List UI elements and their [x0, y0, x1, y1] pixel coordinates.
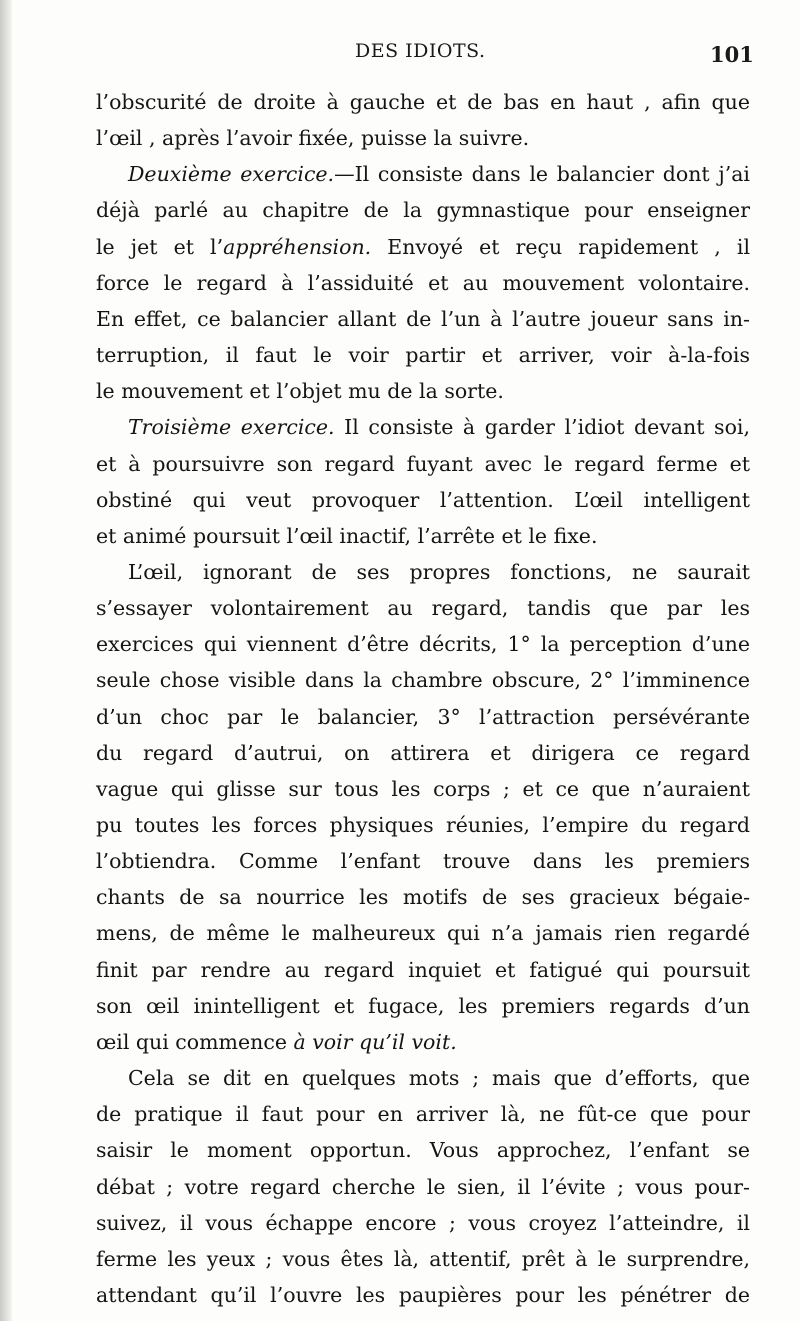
line-text: suivez, il vous échappe encore ; vous croyez l’atteindre, il: [96, 1210, 750, 1235]
line-text: pu toutes les forces physiques réunies, l’empire du regard: [96, 813, 750, 837]
line-text: L’œil, ignorant de ses propres fonctions, ne saurait: [128, 559, 750, 584]
text-line: [96, 484, 750, 516]
line-text: son œil inintelligent et fugace, les premiers regards d’un: [96, 993, 750, 1018]
page-number: 101: [710, 42, 754, 67]
italic-heading: Deuxième exercice.: [128, 162, 335, 187]
line-text: ferme les yeux ; vous êtes là, attentif, prêt à le surprendre,: [96, 1246, 750, 1271]
text-line: [96, 917, 750, 949]
line-text: mens, de même le malheureux qui n’a jamais rien regardé: [96, 921, 750, 946]
text-line: [96, 773, 750, 805]
line-text: chants de sa nourrice les motifs de ses gracieux bégaie-: [96, 885, 750, 910]
page-header: [0, 40, 800, 74]
line-text: vague qui glisse sur tous les corps ; et ce que n’auraient: [96, 776, 750, 801]
line-text: saisir le moment opportun. Vous approchez, l’enfant se: [96, 1138, 750, 1163]
line-text: l’œil , après l’avoir fixée, puisse la suivre.: [96, 126, 530, 151]
line-text: s’essayer volontairement au regard, tandis que par les: [96, 596, 750, 621]
line-text: Il consiste à garder l’idiot devant soi,: [334, 415, 750, 440]
line-text: exercices qui viennent d’être décrits, 1° la perception d’une: [96, 632, 750, 657]
text-line: [96, 303, 750, 335]
text-line: [96, 737, 750, 769]
text-line: [96, 990, 750, 1022]
text-line: [96, 1098, 750, 1130]
line-text: œil qui commence: [96, 1029, 294, 1054]
text-line: [96, 520, 750, 552]
text-line: [96, 267, 750, 299]
italic-phrase: appréhension.: [223, 234, 372, 259]
line-text: et à poursuivre son regard fuyant avec le regard ferme et: [96, 451, 750, 476]
text-line: [96, 845, 750, 877]
line-text: le mouvement et l’objet mu de la sorte.: [96, 379, 504, 404]
text-line: [96, 809, 750, 841]
italic-phrase: à voir qu’il voit.: [293, 1029, 457, 1054]
line-text: l’obtiendra. Comme l’enfant trouve dans les premiers: [96, 849, 750, 874]
text-line: [96, 194, 750, 226]
line-text: En effet, ce balancier allant de l’un à l’autre joueur sans in-: [96, 306, 750, 331]
text-line: [96, 1207, 750, 1239]
line-text: débat ; votre regard cherche le sien, il l’évite ; vous pour-: [96, 1174, 750, 1199]
text-line: [96, 664, 750, 696]
text-line: [96, 1279, 750, 1311]
running-title: DES IDIOTS.: [355, 40, 486, 62]
text-line: [128, 556, 750, 588]
line-text: —Il consiste dans le balancier dont j’ai: [334, 162, 750, 187]
text-line: [96, 122, 750, 154]
line-text: obstiné qui veut provoquer l’attention. L’œil intelligent: [96, 487, 750, 512]
line-text: attendant qu’il l’ouvre les paupières pour les pénétrer de: [96, 1282, 750, 1307]
line-text-after: Envoyé et reçu rapidement , il: [371, 234, 751, 259]
text-line: [128, 411, 750, 443]
text-line: [96, 881, 750, 913]
text-line: [128, 158, 750, 190]
text-line: [96, 86, 750, 118]
line-text: seule chose visible dans la chambre obscure, 2° l’imminence: [96, 668, 750, 693]
line-text: l’obscurité de droite à gauche et de bas en haut , afin que: [96, 90, 750, 114]
text-line: [96, 592, 750, 624]
text-line: [96, 1026, 750, 1058]
line-text: et animé poursuit l’œil inactif, l’arrête et le fixe.: [96, 523, 598, 548]
text-line: [96, 1134, 750, 1166]
line-text: Cela se dit en quelques mots ; mais que d’efforts, que: [128, 1066, 750, 1091]
line-text: le jet et l’: [96, 234, 224, 259]
text-line: [96, 375, 750, 407]
line-text: déjà parlé au chapitre de la gymnastique pour enseigner: [96, 198, 750, 223]
line-text: terruption, il faut le voir partir et arriver, voir à-la-fois: [96, 343, 750, 368]
text-line: [96, 1243, 750, 1275]
text-line: [96, 628, 750, 660]
line-text: force le regard à l’assiduité et au mouvement volontaire.: [96, 270, 750, 295]
page-edge-shadow: [0, 0, 12, 1321]
line-text: d’un choc par le balancier, 3° l’attraction persévérante: [96, 704, 750, 729]
text-line: [128, 1062, 750, 1094]
text-line: [96, 339, 750, 371]
text-line: [96, 448, 750, 480]
line-text: du regard d’autrui, on attirera et dirigera ce regard: [96, 740, 750, 765]
text-line: [96, 701, 750, 733]
text-line: [96, 954, 750, 986]
line-text: finit par rendre au regard inquiet et fatigué qui poursuit: [96, 957, 750, 982]
text-line: [96, 231, 750, 263]
line-text: de pratique il faut pour en arriver là, ne fût-ce que pour: [96, 1102, 750, 1127]
text-line: [96, 1171, 750, 1203]
italic-heading: Troisième exercice.: [128, 415, 335, 440]
